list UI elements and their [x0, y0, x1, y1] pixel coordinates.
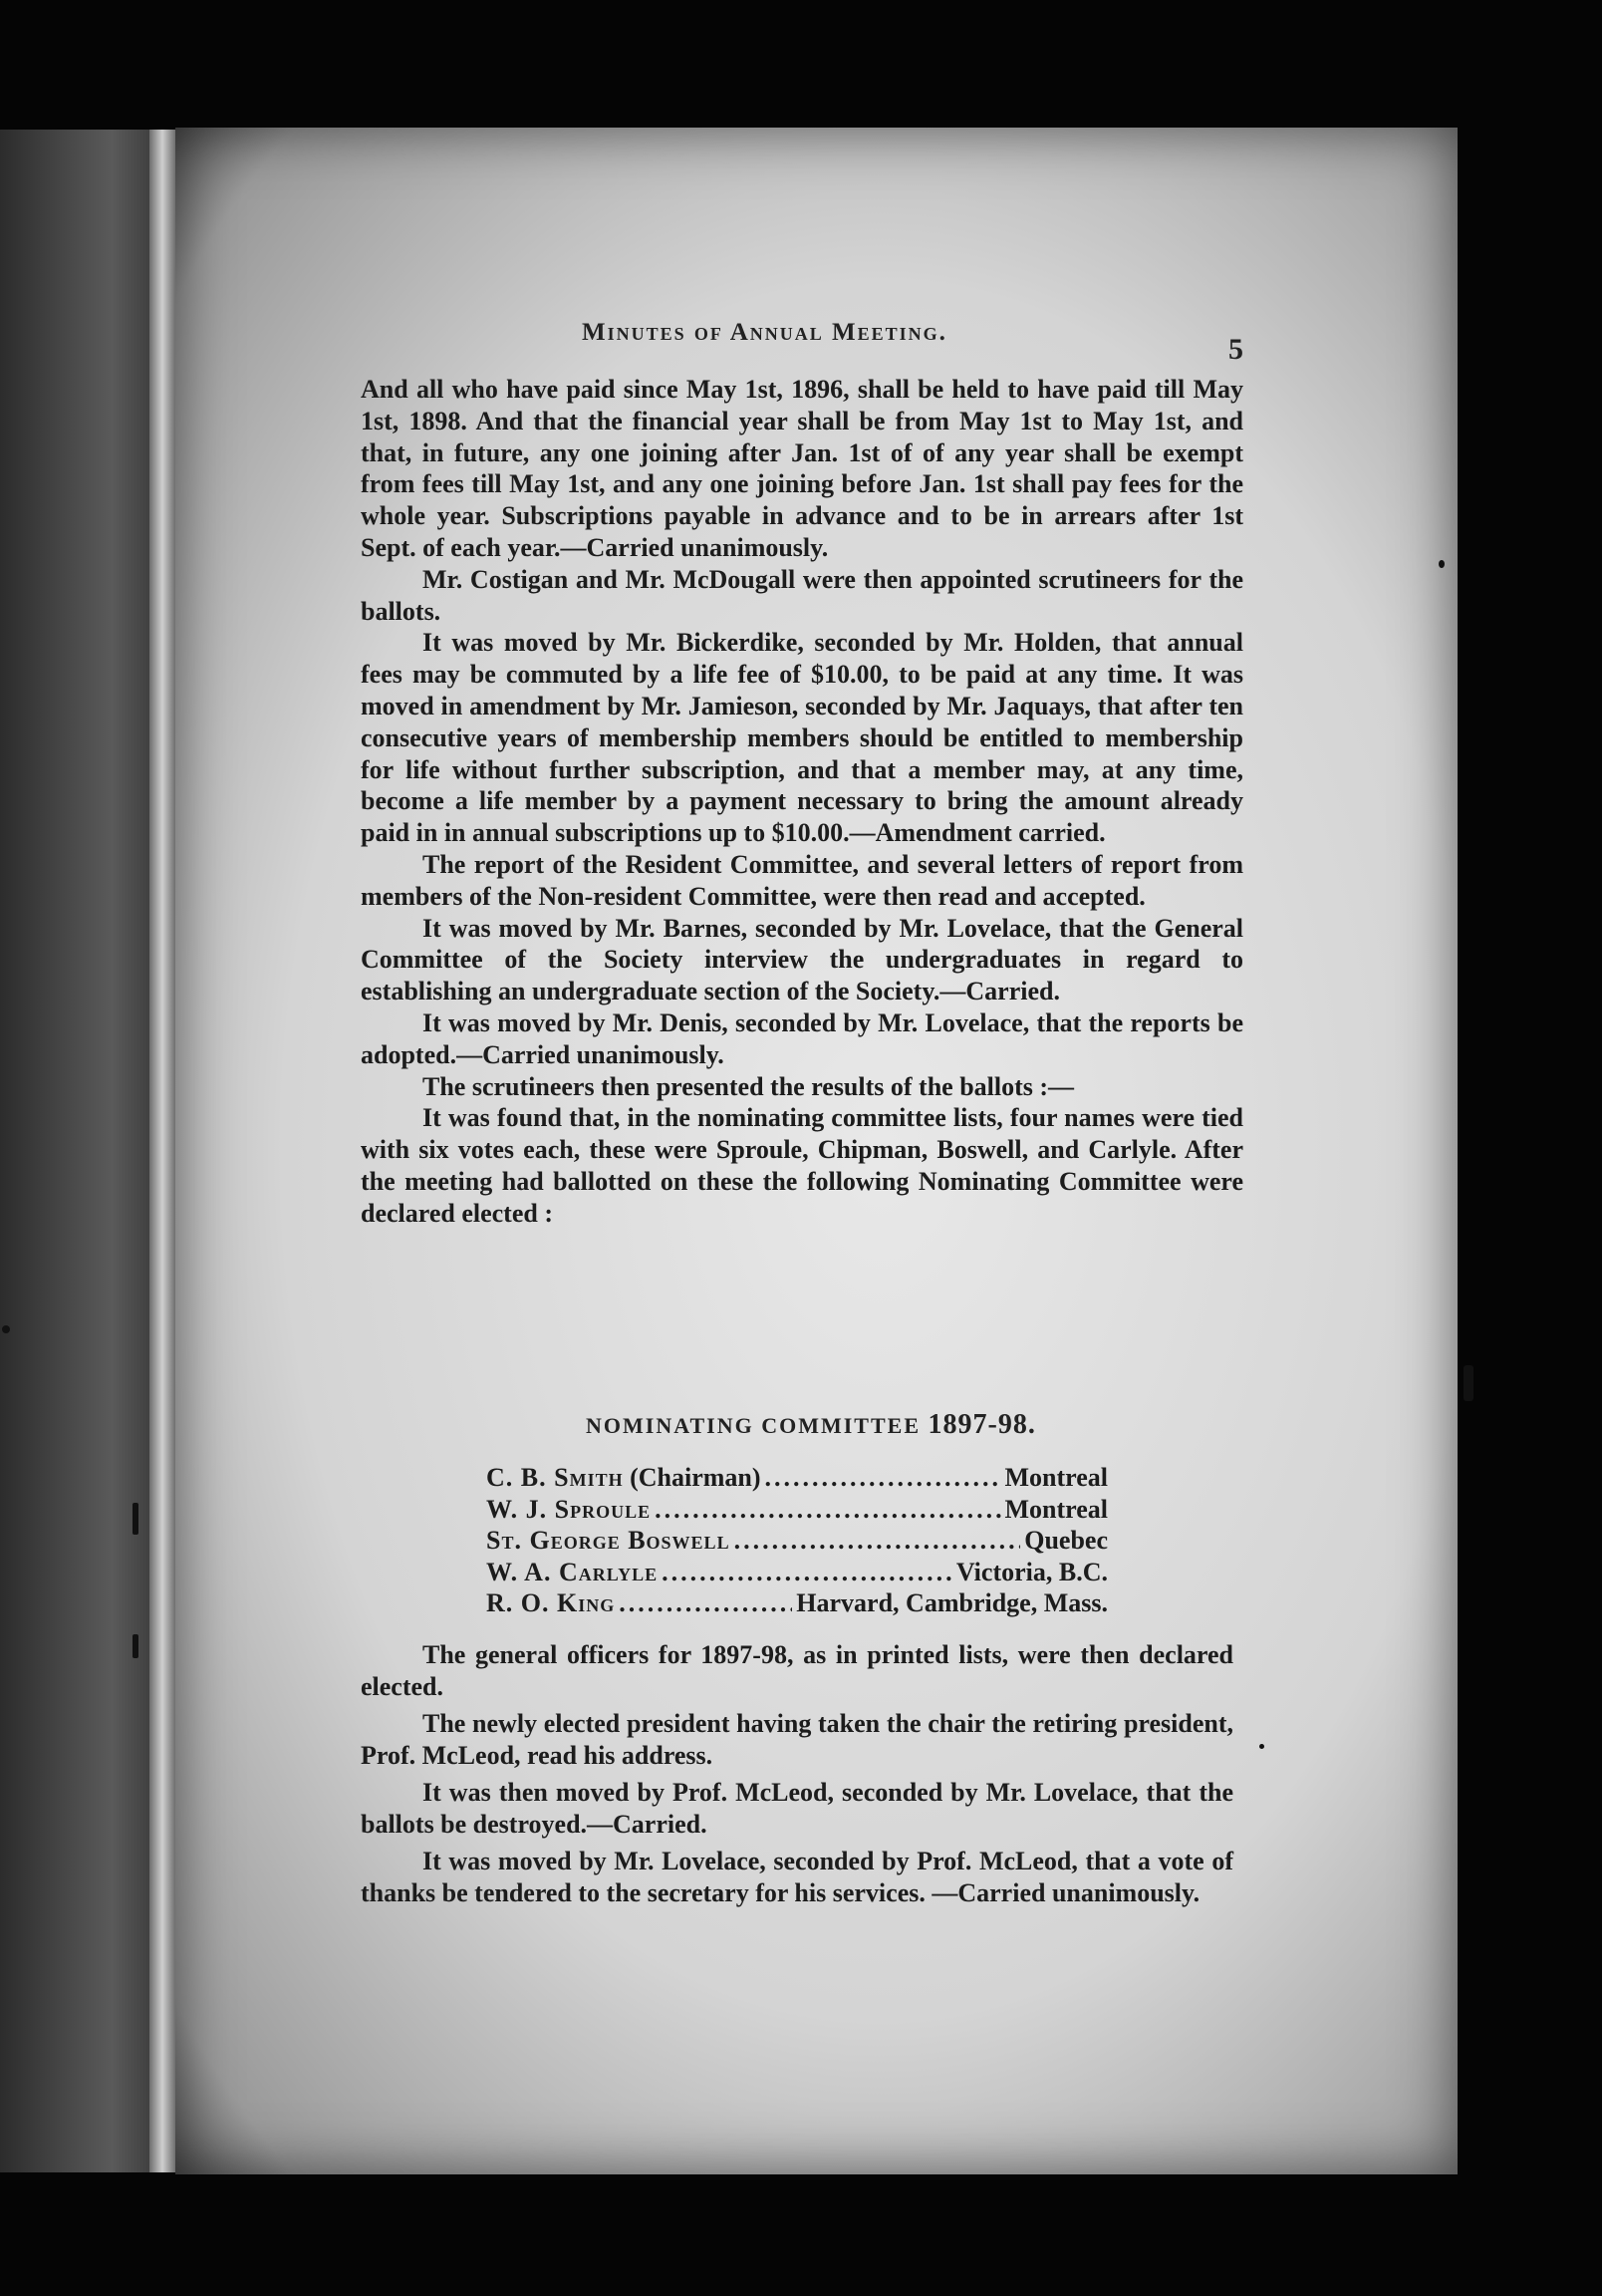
- paragraph: The newly elected president having taken the chair the retiring president, Prof. McLeod, read his address.: [361, 1709, 1233, 1770]
- committee-member: [486, 1462, 1108, 1494]
- paragraph: Mr. Costigan and Mr. McDougall were then appointed scrutineers for the ballots.: [361, 564, 1243, 626]
- book-gutter: [149, 130, 175, 2172]
- member-name: W. J. Sproule: [486, 1494, 652, 1524]
- member-name: W. A. Carlyle: [486, 1557, 659, 1586]
- scan-speck: [2, 1325, 10, 1333]
- member-place: Harvard, Cambridge, Mass.: [796, 1588, 1108, 1617]
- paragraph: It was moved by Mr. Lovelace, seconded by Prof. McLeod, that a vote of thanks be tendered to the secretary for his services. —Carried unanimously.: [361, 1847, 1233, 1907]
- scan-speck: [1439, 560, 1445, 568]
- committee-heading-text: NOMINATING COMMITTEE: [586, 1413, 921, 1438]
- member-place: Montreal: [1004, 1494, 1108, 1524]
- paragraph: The report of the Resident Committee, and several letters of report from members of the Non-resident Committee, were then read and accepted.: [361, 849, 1243, 911]
- paragraph: It was moved by Mr. Denis, seconded by Mr. Lovelace, that the reports be adopted.—Carried unanimously.: [361, 1007, 1243, 1069]
- leader-dots: [765, 1462, 1001, 1494]
- paragraph: And all who have paid since May 1st, 1896, shall be held to have paid till May 1st, 1898. And that the financial year shall be from May 1st to May 1st, and that, in future, any one joining after Jan. 1st of of any year shall be exempt from fees till May 1st, and any one joining before Jan. 1st shall pay fees for the whole year. Subscriptions payable in advance and to be in arrears after 1st Sept. of each year.—Carried unanimously.: [361, 375, 1243, 562]
- leader-dots: [662, 1557, 952, 1588]
- member-place: Victoria, B.C.: [955, 1557, 1108, 1586]
- committee-member: [486, 1494, 1108, 1526]
- paragraph: It was found that, in the nominating committee lists, four names were tied with six votes each, these were Sproule, Chipman, Boswell, and Carlyle. After the meeting had ballotted on these the following Nominating Committee were declared elected :: [361, 1103, 1243, 1228]
- member-name: R. O. King: [486, 1588, 616, 1617]
- paragraph: The general officers for 1897-98, as in printed lists, were then declared elected.: [361, 1640, 1233, 1701]
- paragraph: It was moved by Mr. Barnes, seconded by Mr. Lovelace, that the General Committee of the Society interview the undergraduates in regard to establishing an undergraduate section of the Society.—Carried.: [361, 913, 1243, 1006]
- running-head: Minutes of Annual Meeting.: [582, 319, 947, 346]
- leader-dots: [655, 1494, 1000, 1526]
- leader-dots: [619, 1587, 792, 1619]
- closing-minutes: [361, 1639, 1233, 1914]
- leader-dots: [734, 1525, 1021, 1557]
- scan-speck: [133, 1503, 138, 1535]
- member-place: Montreal: [1004, 1463, 1108, 1492]
- committee-heading: [586, 1409, 1036, 1441]
- committee-member: [486, 1587, 1108, 1619]
- paragraph: It was then moved by Prof. McLeod, seconded by Mr. Lovelace, that the ballots be destroyed.—Carried.: [361, 1778, 1233, 1839]
- scan-speck: [1464, 1365, 1473, 1401]
- paragraph: The scrutineers then presented the results of the ballots :—: [422, 1071, 1075, 1101]
- page-number: 5: [1228, 333, 1243, 366]
- minutes-body: [361, 374, 1243, 1230]
- facing-page-edge: [0, 130, 159, 2172]
- paragraph: It was moved by Mr. Bickerdike, seconded by Mr. Holden, that annual fees may be commuted by a life fee of $10.00, to be paid at any time. It was moved in amendment by Mr. Jamieson, seconded by Mr. Jaquays, that after ten consecutive years of membership members should be entitled to membership for life without further subscription, and that a member may, at any time, become a life member by a payment necessary to bring the amount already paid in in annual subscriptions up to $10.00.—Amendment carried.: [361, 628, 1243, 848]
- committee-year: 1897-98.: [928, 1409, 1036, 1440]
- member-place: Quebec: [1024, 1526, 1108, 1555]
- committee-member: [486, 1525, 1108, 1557]
- committee-member: [486, 1557, 1108, 1588]
- member-name: St. George Boswell: [486, 1526, 730, 1555]
- scan-speck: [133, 1634, 138, 1658]
- scan-speck: [1259, 1744, 1264, 1749]
- member-name: C. B. Smith: [486, 1463, 624, 1492]
- member-role: (Chairman): [623, 1463, 761, 1492]
- committee-list: [486, 1462, 1108, 1619]
